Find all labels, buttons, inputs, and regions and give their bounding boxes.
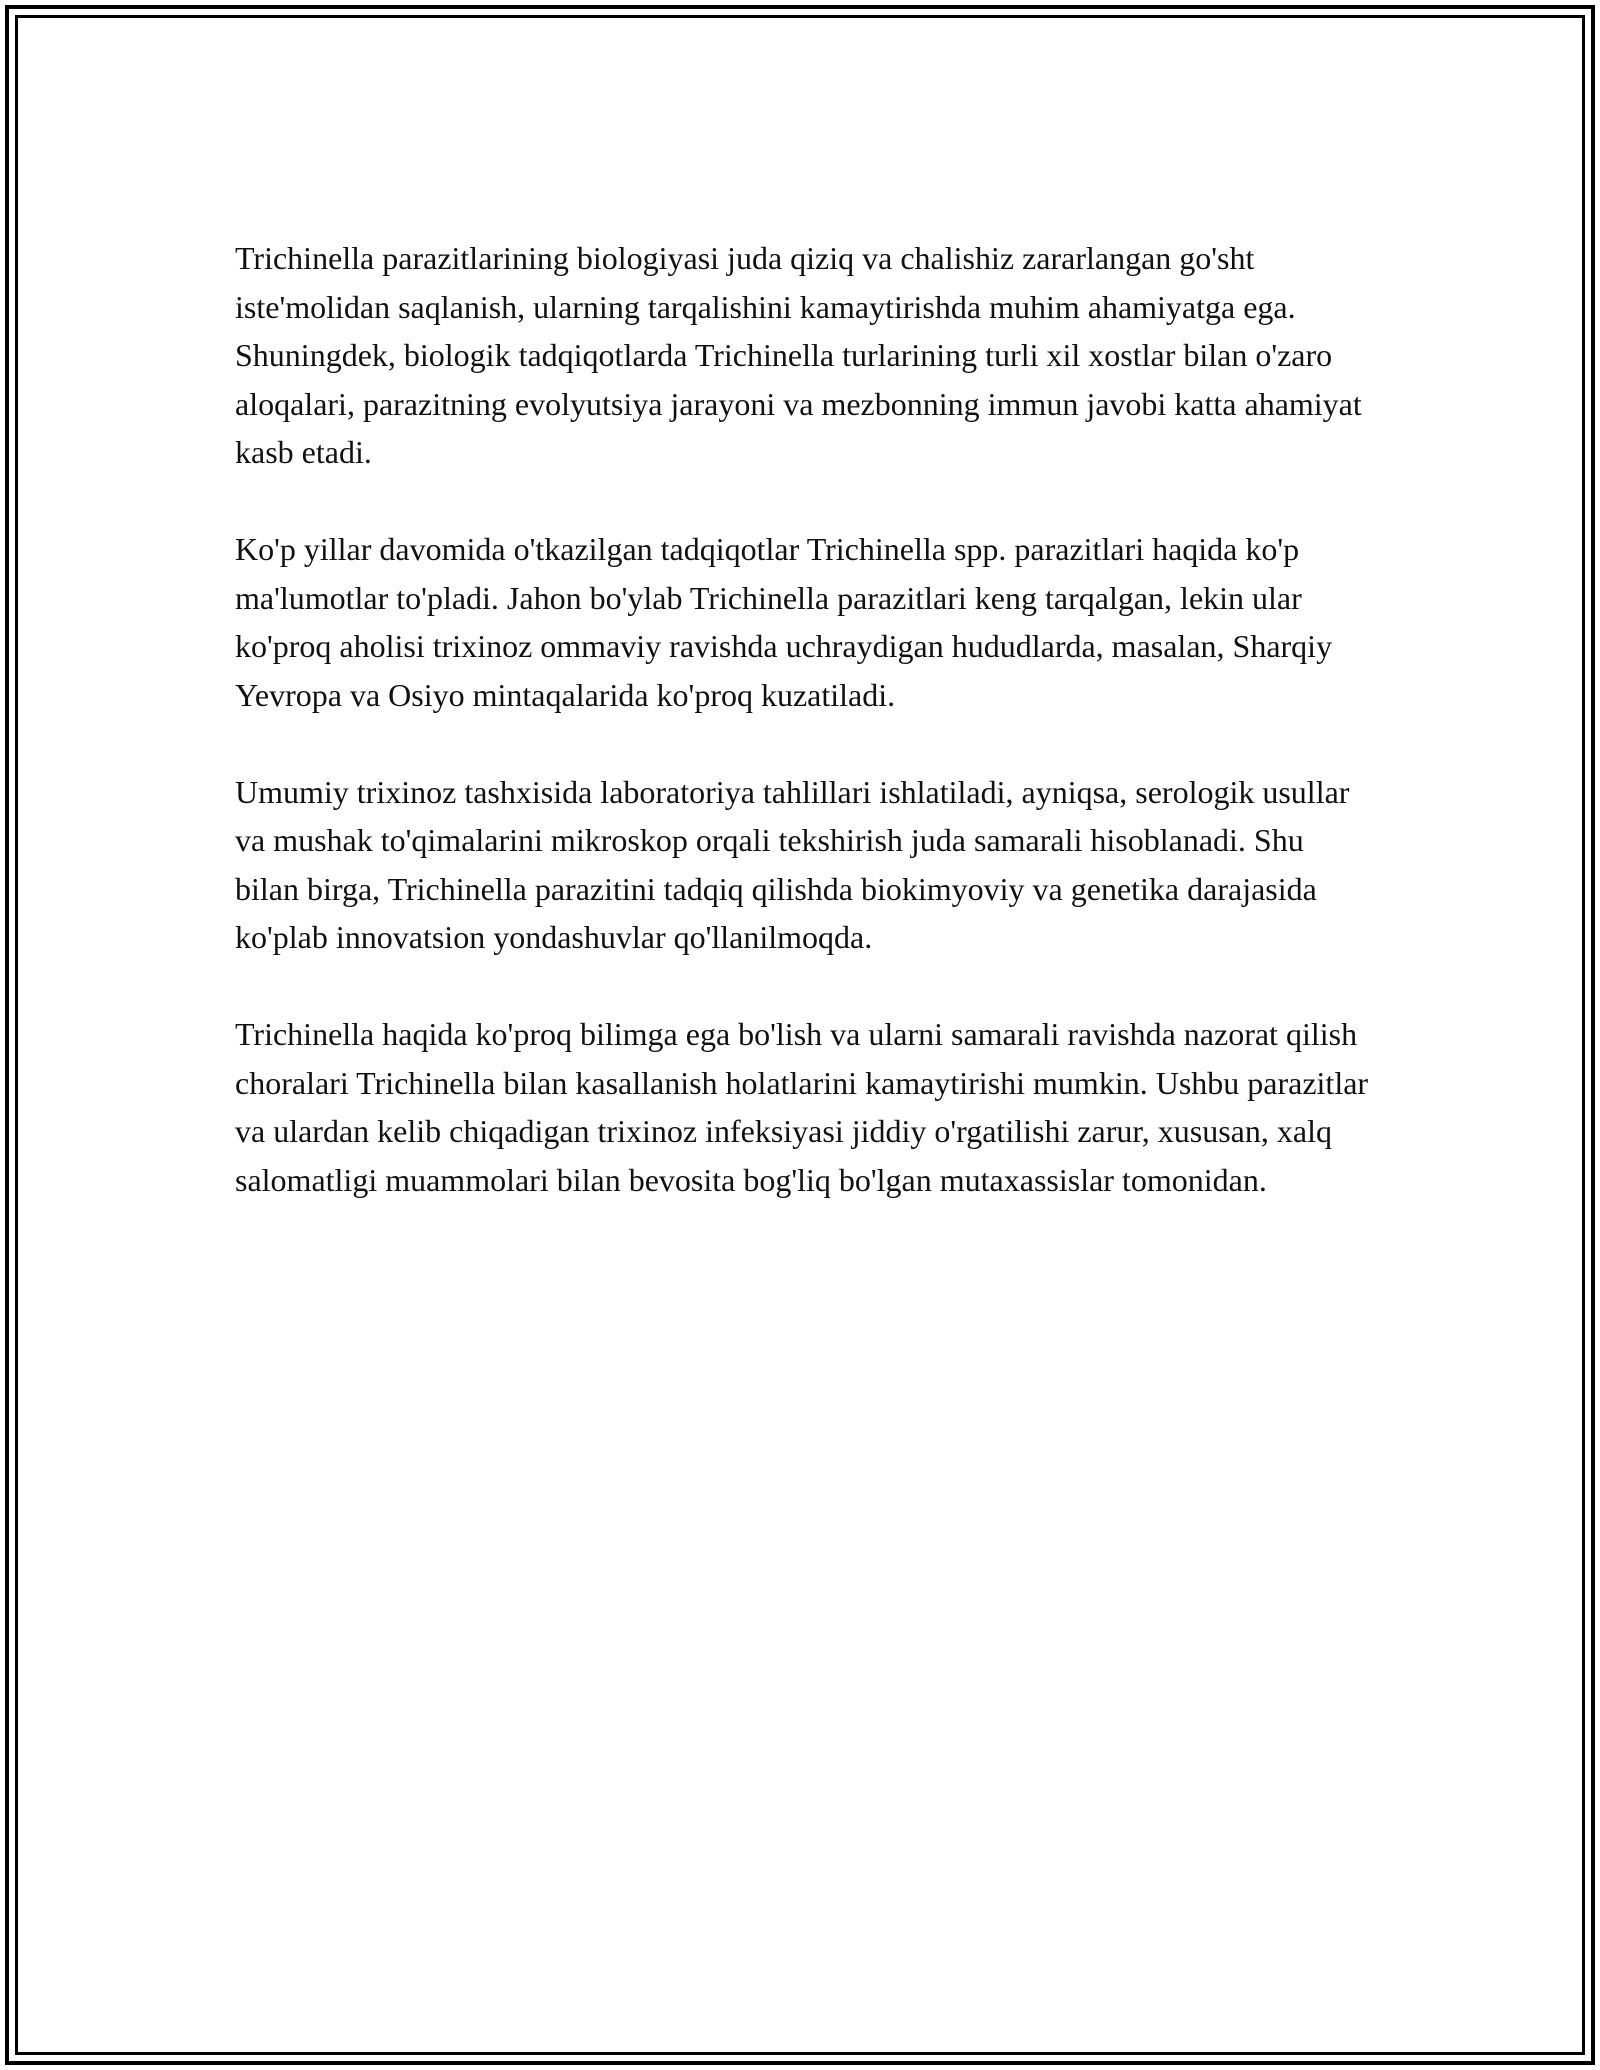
paragraph-1: Trichinella parazitlarining biologiyasi juda qiziq va chalishiz zararlangan go'sht iste'molidan saqlanish, ularning tarqalishini kamaytirishda muhim ahamiyatga ega. Shuningdek, biologik tadqiqotlarda Trichinella turlarining turli xil xostlar bilan o'zaro aloqalari, parazitning evolyutsiya jarayoni va mezbonning immun javobi katta ahamiyat kasb etadi.	[235, 240, 1362, 470]
document-body	[235, 234, 1370, 1253]
paragraph-4: Trichinella haqida ko'proq bilimga ega bo'lish va ularni samarali ravishda nazorat qilish choralari Trichinella bilan kasallanish holatlarini kamaytirishi mumkin. Ushbu parazitlar va ulardan kelib chiqadigan trixinoz infeksiyasi jiddiy o'rgatilishi zarur, xususan, xalq salomatligi muammolari bilan bevosita bog'liq bo'lgan mutaxassislar tomonidan.	[235, 1016, 1369, 1198]
paragraph-2: Ko'p yillar davomida o'tkazilgan tadqiqotlar Trichinella spp. parazitlari haqida ko'p ma'lumotlar to'pladi. Jahon bo'ylab Trichinella parazitlari keng tarqalgan, lekin ular ko'proq aholisi trixinoz ommaviy ravishda uchraydigan hududlarda, masalan, Sharqiy Yevropa va Osiyo mintaqalarida ko'proq kuzatiladi.	[235, 531, 1333, 713]
paragraph-3: Umumiy trixinoz tashxisida laboratoriya tahlillari ishlatiladi, ayniqsa, serologik usullar va mushak to'qimalarini mikroskop orqali tekshirish juda samarali hisoblanadi. Shu bilan birga, Trichinella parazitini tadqiq qilishda biokimyoviy va genetika darajasida ko'plab innovatsion yondashuvlar qo'llanilmoqda.	[235, 773, 1350, 955]
